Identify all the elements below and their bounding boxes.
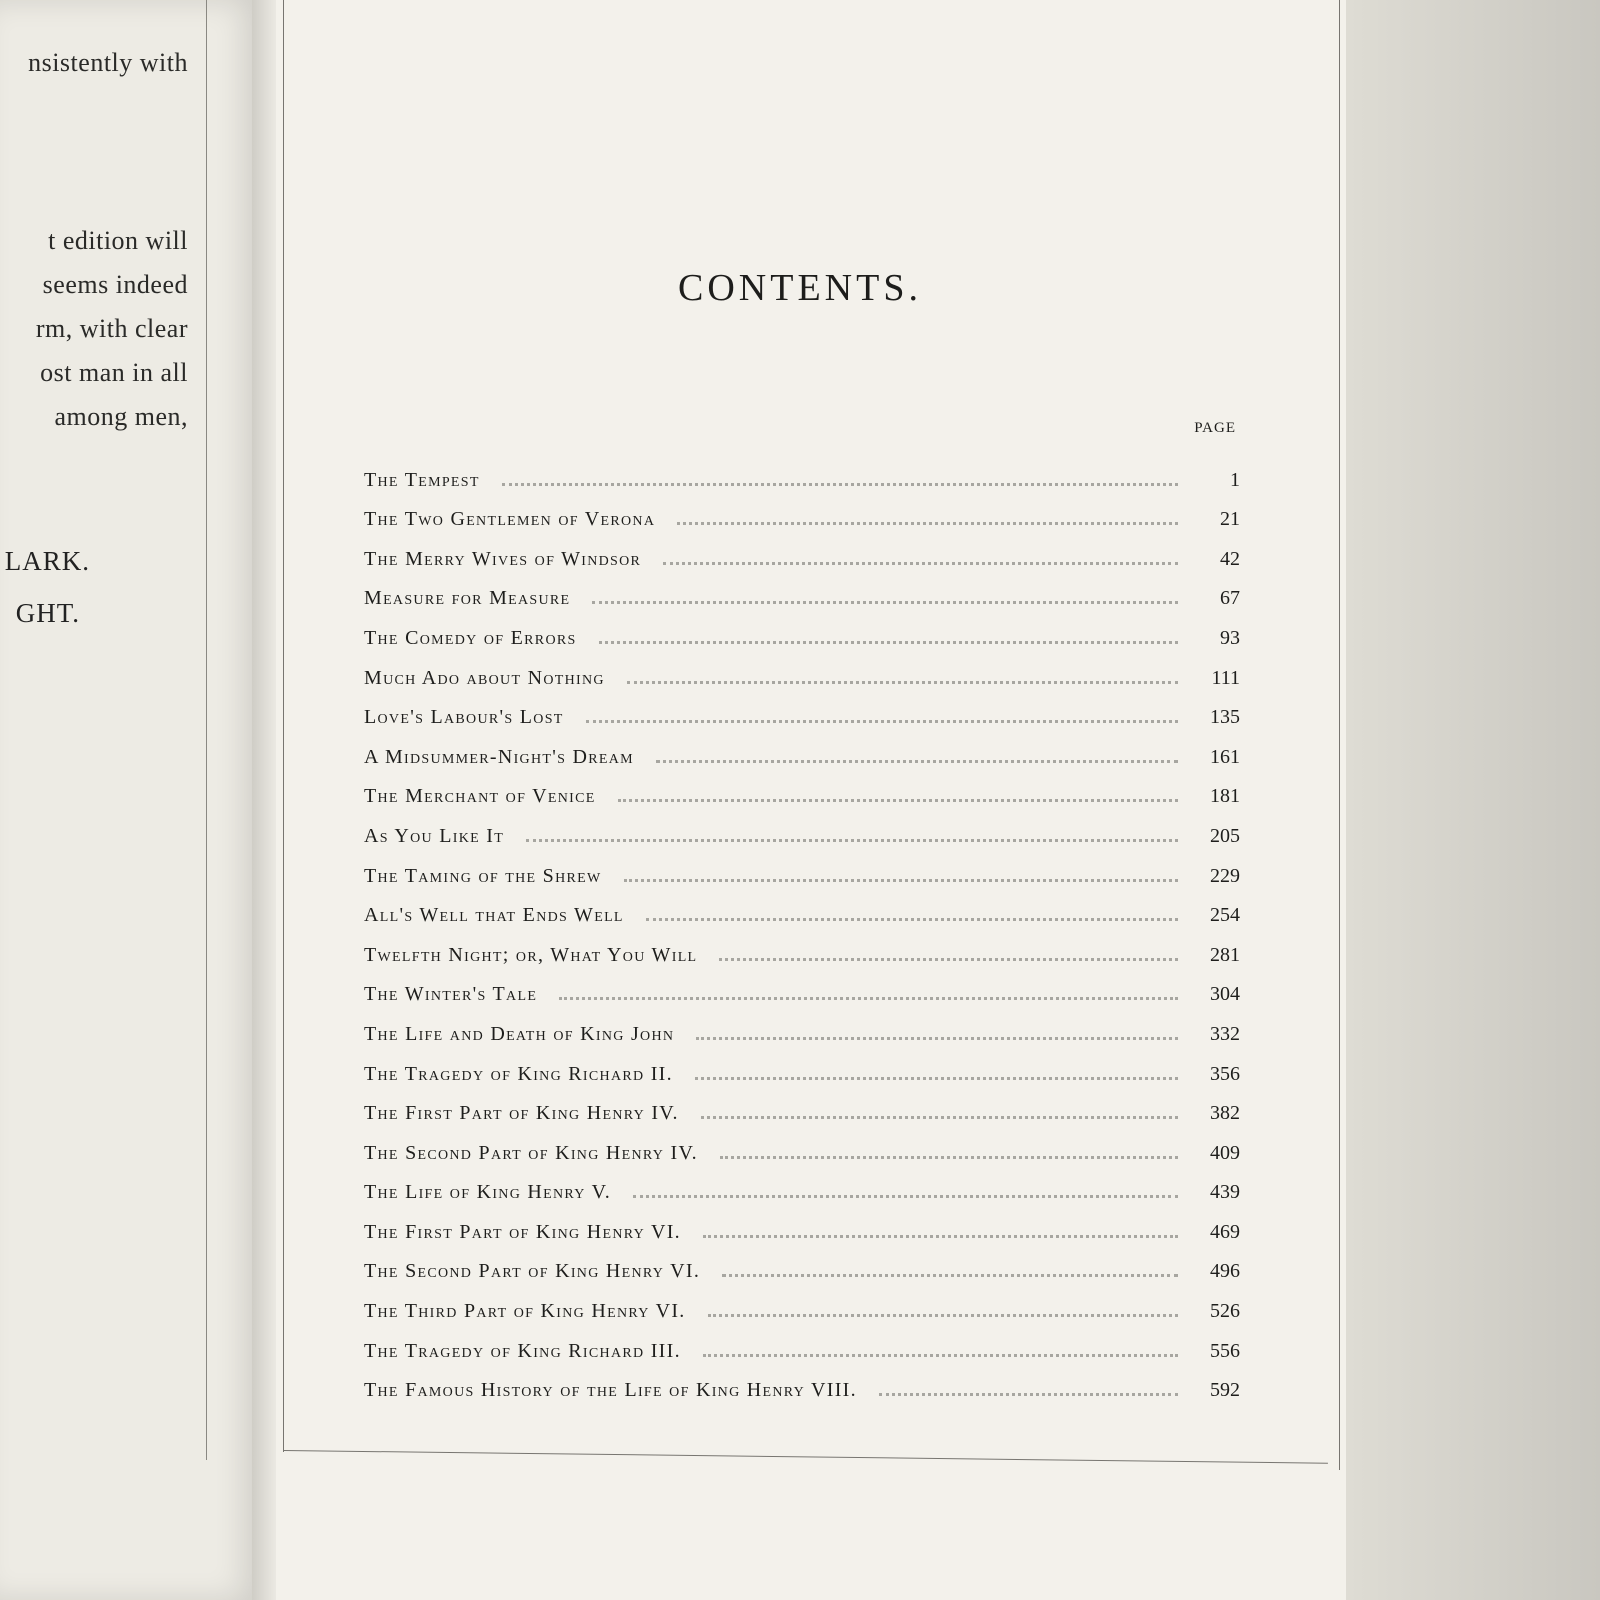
toc-entry-page: 469 [1210,1220,1240,1243]
toc-entry [364,1283,1240,1323]
toc-dot-leader [701,1115,1178,1119]
toc-dot-leader [586,719,1178,723]
toc-entry-page: 356 [1210,1062,1240,1085]
toc-entry-title: The Merry Wives of Windsor [364,548,649,571]
toc-entry [364,1006,1240,1046]
toc-entry-title: The Famous History of the Life of King Henry VIII. [364,1379,865,1402]
toc-entry-page: 135 [1210,706,1240,729]
toc-entry-title: The Life and Death of King John [364,1023,682,1046]
toc-dot-leader [627,680,1178,684]
toc-entry-page: 1 [1230,468,1240,491]
toc-entry [364,1086,1240,1126]
toc-entry-page: 304 [1210,983,1240,1006]
toc-entry [364,690,1240,730]
toc-entry [364,531,1240,571]
left-page-line: t edition will [48,226,188,255]
toc-dot-leader [502,482,1178,486]
left-page-line: seems indeed [42,270,188,299]
page-frame-left [283,0,284,1452]
toc-entry-page: 21 [1220,508,1240,531]
toc-entry [364,1323,1240,1363]
toc-entry [364,1125,1240,1165]
toc-entry [364,1363,1240,1403]
toc-entry [364,1165,1240,1205]
table-of-contents [364,452,1240,1402]
toc-entry-title: The Two Gentlemen of Verona [364,508,663,531]
page-column-label: PAGE [1194,420,1236,436]
toc-entry-title: The Tragedy of King Richard III. [364,1340,689,1363]
toc-entry-title: The Life of King Henry V. [364,1181,619,1204]
toc-entry [364,848,1240,888]
toc-entry-page: 181 [1210,785,1240,808]
toc-dot-leader [703,1353,1178,1357]
toc-dot-leader [879,1392,1178,1396]
toc-entry [364,729,1240,769]
toc-entry-title: The First Part of King Henry VI. [364,1221,689,1244]
toc-entry-page: 229 [1210,864,1240,887]
toc-entry-title: As You Like It [364,825,512,848]
toc-entry-page: 42 [1220,547,1240,570]
toc-dot-leader [663,561,1178,565]
left-page-line: among men, [54,402,188,431]
left-page-line: ost man in all [40,358,188,387]
toc-entry-page: 409 [1210,1141,1240,1164]
toc-entry-title: All's Well that Ends Well [364,904,632,927]
toc-entry-title: Measure for Measure [364,587,578,610]
toc-entry-page: 254 [1210,904,1240,927]
toc-dot-leader [592,600,1178,604]
toc-entry-page: 439 [1210,1181,1240,1204]
toc-entry-title: The Merchant of Venice [364,785,604,808]
toc-entry-title: The Winter's Tale [364,983,545,1006]
left-page-heading: LARK. [4,546,90,576]
toc-entry-page: 67 [1220,587,1240,610]
toc-entry [364,492,1240,532]
toc-entry-page: 161 [1210,745,1240,768]
toc-entry-title: Twelfth Night; or, What You Will [364,944,705,967]
toc-entry [364,967,1240,1007]
left-page-heading: GHT. [15,598,80,628]
toc-entry-page: 281 [1210,943,1240,966]
toc-entry [364,888,1240,928]
toc-entry-page: 496 [1210,1260,1240,1283]
toc-entry-title: The Third Part of King Henry VI. [364,1300,694,1323]
toc-dot-leader [708,1313,1178,1317]
toc-entry-title: The Second Part of King Henry IV. [364,1142,706,1165]
left-page-rule [206,0,207,1460]
left-page-line: nsistently with [28,48,188,77]
toc-entry-page: 93 [1220,626,1240,649]
toc-entry [364,452,1240,492]
toc-entry-title: The Tempest [364,469,488,492]
toc-entry [364,808,1240,848]
toc-dot-leader [624,878,1178,882]
left-page [0,0,262,1600]
page-frame-right [1339,0,1340,1470]
toc-entry [364,1244,1240,1284]
toc-dot-leader [646,917,1178,921]
toc-entry [364,650,1240,690]
toc-dot-leader [696,1036,1178,1040]
toc-entry-title: The Second Part of King Henry VI. [364,1260,708,1283]
toc-dot-leader [618,798,1178,802]
toc-dot-leader [703,1234,1178,1238]
toc-dot-leader [599,640,1178,644]
toc-entry [364,571,1240,611]
toc-dot-leader [677,521,1178,525]
toc-dot-leader [719,957,1178,961]
toc-dot-leader [559,996,1178,1000]
toc-entry-page: 592 [1210,1379,1240,1402]
toc-entry-title: The Taming of the Shrew [364,865,610,888]
toc-dot-leader [720,1155,1178,1159]
toc-dot-leader [656,759,1178,763]
toc-dot-leader [526,838,1178,842]
toc-entry-page: 382 [1210,1102,1240,1125]
toc-entry-title: The Comedy of Errors [364,627,585,650]
toc-entry [364,1046,1240,1086]
toc-entry-title: A Midsummer-Night's Dream [364,746,642,769]
toc-entry [364,927,1240,967]
toc-entry [364,769,1240,809]
toc-entry-page: 556 [1210,1339,1240,1362]
toc-entry [364,610,1240,650]
toc-entry-title: Love's Labour's Lost [364,706,572,729]
toc-entry-title: The Tragedy of King Richard II. [364,1063,681,1086]
toc-entry-title: The First Part of King Henry IV. [364,1102,687,1125]
toc-entry-page: 205 [1210,824,1240,847]
toc-dot-leader [633,1194,1178,1198]
page-title: CONTENTS. [678,267,922,309]
toc-entry-page: 526 [1210,1300,1240,1323]
toc-entry-page: 332 [1210,1022,1240,1045]
left-page-line: rm, with clear [35,314,188,343]
page-edges [1346,0,1600,1600]
toc-dot-leader [695,1076,1178,1080]
toc-dot-leader [722,1273,1178,1277]
toc-entry [364,1204,1240,1244]
toc-entry-page: 111 [1211,666,1240,689]
toc-entry-title: Much Ado about Nothing [364,667,613,690]
